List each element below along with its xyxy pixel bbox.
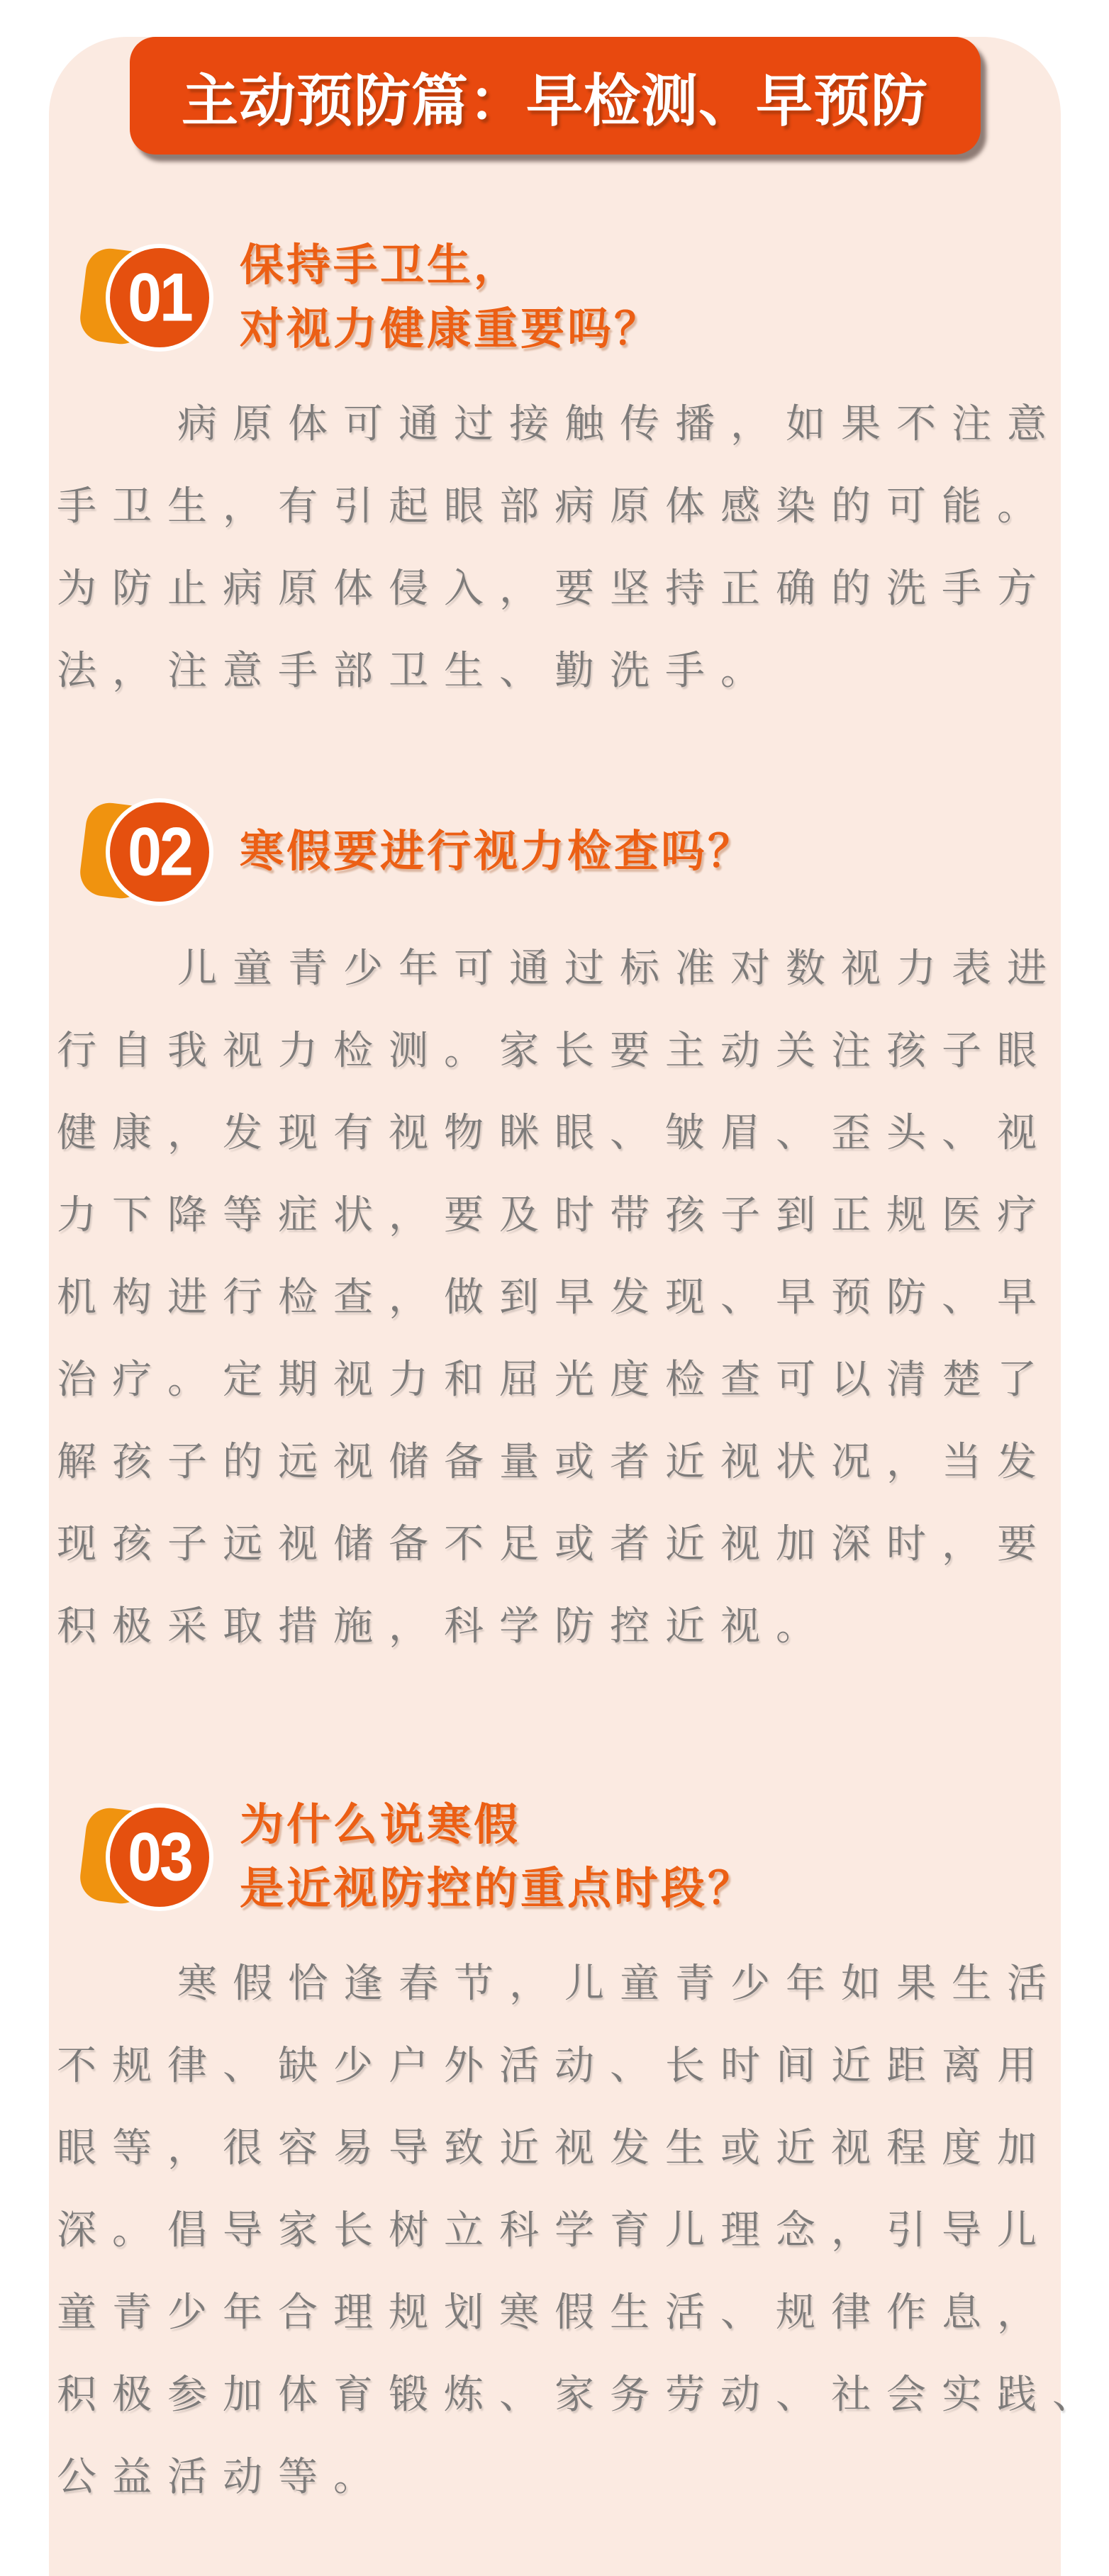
body-line: 手卫生，有引起眼部病原体感染的可能。	[57, 483, 1052, 528]
section-01-header	[83, 234, 1061, 362]
badge-number: 01	[128, 259, 191, 336]
body-line: 现孩子远视储备不足或者近视加深时，要	[57, 1521, 1052, 1566]
body-line: 病原体可通过接触传播，如果不注意	[177, 401, 1062, 446]
body-line: 为防止病原体侵入，要坚持正确的洗手方	[57, 566, 1052, 610]
badge-number: 02	[128, 814, 191, 890]
content-card	[49, 37, 1108, 2576]
section-03-header	[83, 1793, 1061, 1921]
body-line: 不规律、缺少户外活动、长时间近距离用	[57, 2043, 1052, 2088]
body-line: 力下降等症状，要及时带孩子到正规医疗	[57, 1192, 1052, 1237]
section-01-heading	[240, 234, 661, 362]
body-line: 健康，发现有视物眯眼、皱眉、歪头、视	[57, 1110, 1052, 1155]
section-02-badge	[83, 798, 214, 906]
body-line: 法，注意手部卫生、勤洗手。	[57, 648, 776, 693]
body-line: 行自我视力检测。家长要主动关注孩子眼	[57, 1028, 1052, 1073]
badge-circle	[106, 1803, 213, 1911]
heading-line: 保持手卫生，	[240, 241, 521, 290]
body-line: 机构进行检查，做到早发现、早预防、早	[57, 1275, 1052, 1319]
heading-line: 寒假要进行视力检查吗？	[240, 827, 755, 876]
body-line: 治疗。定期视力和屈光度检查可以清楚了	[57, 1357, 1052, 1401]
body-line: 解孩子的远视储备量或者近视状况，当发	[57, 1439, 1052, 1484]
badge-circle	[106, 244, 213, 352]
body-line: 积极参加体育锻炼、家务劳动、社会实践、	[57, 2372, 1108, 2417]
body-line: 童青少年合理规划寒假生活、规律作息，	[57, 2290, 1052, 2334]
body-line: 儿童青少年可通过标准对数视力表进	[177, 946, 1062, 990]
section-01-body	[57, 383, 1062, 712]
body-line: 公益活动等。	[57, 2454, 389, 2499]
header-banner	[130, 37, 981, 155]
section-02-body	[57, 927, 1062, 1667]
section-03-badge	[83, 1803, 214, 1911]
body-line: 深。倡导家长树立科学育儿理念，引导儿	[57, 2207, 1052, 2252]
section-02-header	[83, 798, 1061, 906]
body-line: 眼等，很容易导致近视发生或近视程度加	[57, 2125, 1052, 2170]
heading-line: 为什么说寒假	[240, 1801, 521, 1849]
badge-number: 03	[128, 1819, 191, 1895]
banner-title: 主动预防篇：早检测、早预防	[182, 69, 928, 133]
badge-circle	[106, 798, 213, 906]
body-line: 积极采取措施，科学防控近视。	[57, 1603, 831, 1648]
heading-line: 对视力健康重要吗？	[240, 305, 662, 354]
heading-line: 是近视防控的重点时段？	[240, 1864, 755, 1913]
section-03-heading	[240, 1793, 754, 1921]
section-01-badge	[83, 244, 214, 352]
body-line: 寒假恰逢春节，儿童青少年如果生活	[177, 1961, 1062, 2005]
section-03-body	[57, 1942, 1108, 2518]
section-02-heading	[240, 820, 754, 884]
